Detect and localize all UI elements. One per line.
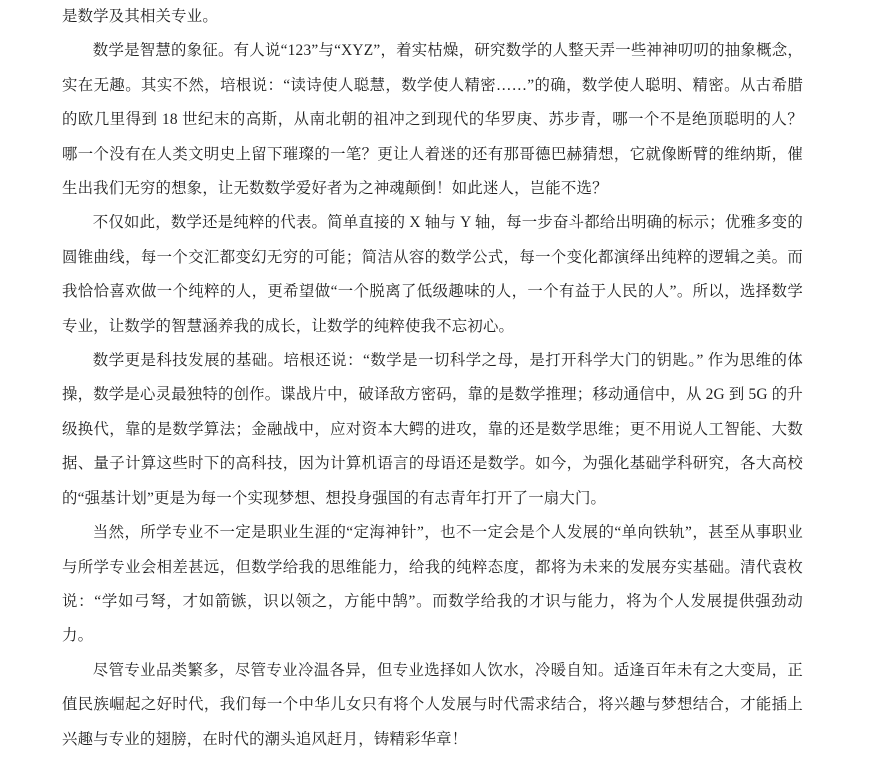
paragraph: 数学是智慧的象征。有人说“123”与“XYZ”，着实枯燥，研究数学的人整天弄一些神神叨叨的抽象概念，实在无趣。其实不然，培根说：“读诗使人聪慧，数学使人精密……”的确，数学使人聪明、精密。从古希腊的欧几里得到 18 世纪末的高斯，从南北朝的祖冲之到现代的华罗庚、苏步青，哪一个不是绝顶聪明的人？哪一个没有在人类文明史上留下璀璨的一笔？更让人着迷的还有那哥德巴赫猜想，它就像断臂的维纳斯，催生出我们无穷的想象，让无数数学爱好者为之神魂颠倒！如此迷人，岂能不选？	[62, 42, 803, 198]
paragraph: 当然，所学专业不一定是职业生涯的“定海神针”，也不一定会是个人发展的“单向铁轨”，甚至从事职业与所学专业会相差甚远，但数学给我的思维能力，给我的纯粹态度，都将为未来的发展夯实基础。清代袁枚说：“学如弓弩，才如箭镞，识以领之，方能中鹄”。而数学给我的才识与能力，将为个人发展提供强劲动力。	[62, 524, 803, 645]
paragraph: 尽管专业品类繁多，尽管专业冷温各异，但专业选择如人饮水，冷暖自知。适逢百年未有之大变局，正值民族崛起之好时代，我们每一个中华儿女只有将个人发展与时代需求结合，将兴趣与梦想结合，才能插上兴趣与专业的翅膀，在时代的潮头追风赶月，铸精彩华章！	[62, 661, 803, 748]
paragraph: 不仅如此，数学还是纯粹的代表。简单直接的 X 轴与 Y 轴，每一步奋斗都给出明确的标示；优雅多变的圆锥曲线，每一个交汇都变幻无穷的可能；简洁从容的数学公式，每一个变化都演绎出纯粹的逻辑之美。而我恰恰喜欢做一个纯粹的人，更希望做“一个脱离了低级趣味的人，一个有益于人民的人”。所以，选择数学专业，让数学的智慧涵养我的成长，让数学的纯粹使我不忘初心。	[62, 214, 803, 335]
essay-body	[62, 0, 803, 757]
paragraph: 数学更是科技发展的基础。培根还说：“数学是一切科学之母，是打开科学大门的钥匙。” 作为思维的体操，数学是心灵最独特的创作。谍战片中，破译敌方密码，靠的是数学推理；移动通信中，从 2G 到 5G 的升级换代，靠的是数学算法；金融战中，应对资本大鳄的进攻，靠的还是数学思维；更不用说人工智能、大数据、量子计算这些时下的高科技，因为计算机语言的母语还是数学。如今，为强化基础学科研究，各大高校的“强基计划”更是为每一个实现梦想、想投身强国的有志青年打开了一扇大门。	[62, 352, 803, 507]
paragraph: 是数学及其相关专业。	[62, 8, 218, 25]
